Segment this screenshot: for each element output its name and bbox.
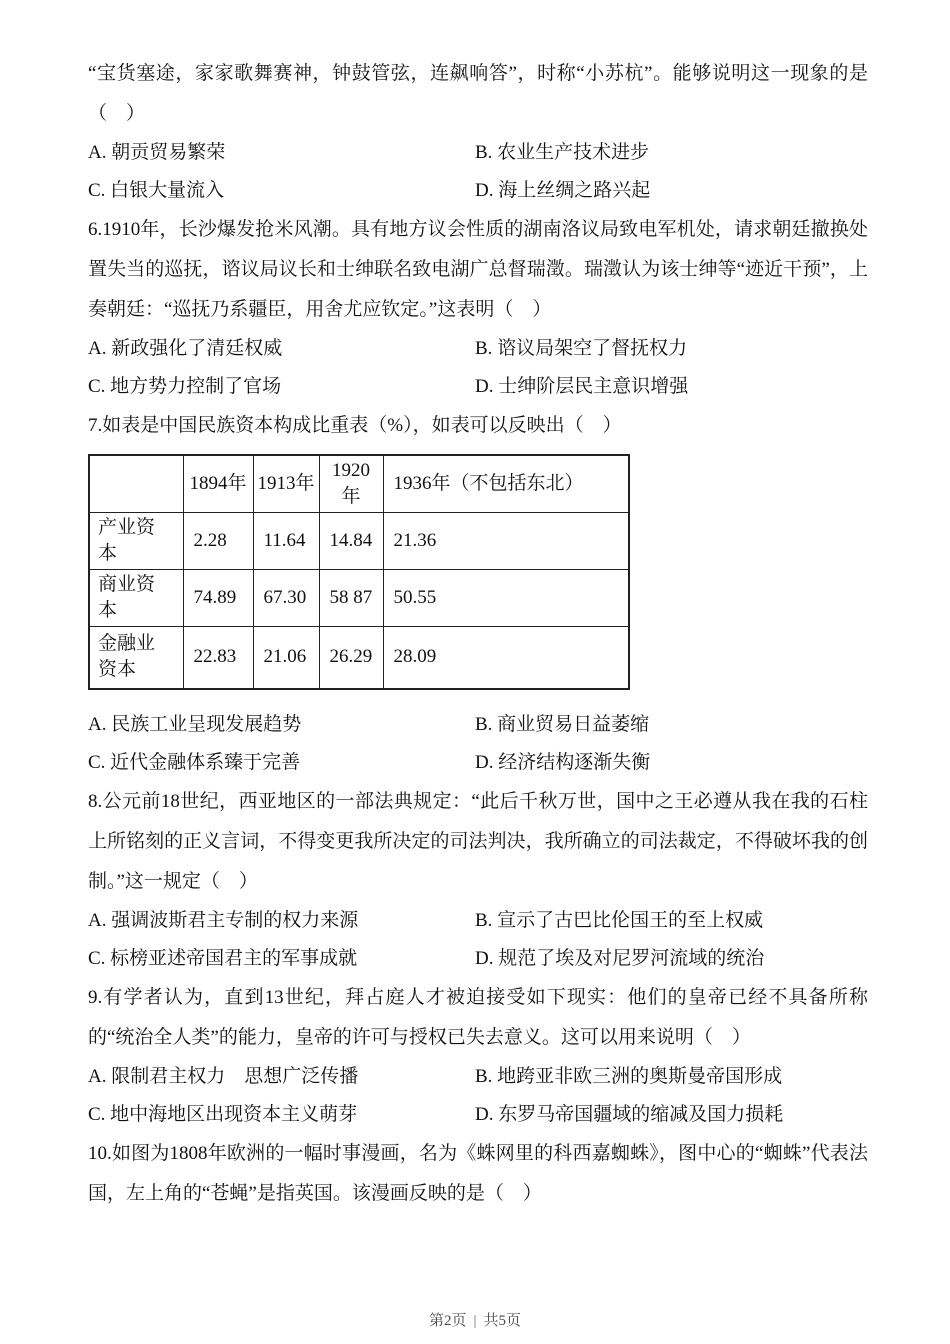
- question-8-option-d: D. 规范了埃及对尼罗河流域的统治: [475, 947, 765, 969]
- question-5-options: [88, 134, 868, 210]
- question-8-options: [88, 902, 868, 978]
- question-7-option-d: D. 经济结构逐渐失衡: [475, 751, 651, 773]
- question-8-stem: 8.公元前18世纪，西亚地区的一部法典规定：“此后千秋万世，国中之王必遵从我在我的石柱上所铭刻的正义言词，不得变更我所决定的司法判决，我所确立的司法裁定，不得破坏我的创制。”这一规定（ ）: [88, 790, 868, 892]
- table-header-1920: 1920年: [319, 455, 383, 513]
- table-header-empty: [89, 455, 183, 513]
- table-cell: 21.06: [253, 627, 319, 689]
- question-6-option-a: A. 新政强化了清廷权威: [88, 338, 283, 359]
- question-5-option-c: C. 白银大量流入: [88, 180, 225, 201]
- total-pages: 共5页: [483, 1313, 522, 1329]
- question-6-stem: 6.1910年，长沙爆发抢米风潮。具有地方议会性质的湖南洛议局致电军机处，请求朝廷撤换处置失当的巡抚，谘议局议长和士绅联名致电湖广总督瑞澂。瑞澂认为该士绅等“迹近干预”，上奏朝廷：“巡抚乃系疆臣，用舍尤应钦定。”这表明（ ）: [88, 219, 868, 320]
- footer-separator: |: [473, 1313, 477, 1329]
- question-7-options: [88, 706, 868, 782]
- question-5-option-a: A. 朝贡贸易繁荣: [88, 142, 226, 163]
- question-7-option-a: A. 民族工业呈现发展趋势: [88, 713, 302, 735]
- table-cell: 67.30: [253, 570, 319, 627]
- table-cell: 2.28: [183, 513, 253, 570]
- question-5-option-d: D. 海上丝绸之路兴起: [475, 180, 651, 201]
- question-6-options: [88, 330, 868, 406]
- table-cell: 11.64: [253, 513, 319, 570]
- page-number: 第2页: [428, 1313, 467, 1329]
- question-8-option-b: B. 宣示了古巴比伦国王的至上权威: [475, 909, 764, 931]
- question-5-stem-continuation: “宝货塞途，家家歌舞赛神，钟鼓管弦，连飙响答”，时称“小苏杭”。能够说明这一现象的是（ ）: [88, 63, 868, 124]
- question-8-option-a: A. 强调波斯君主专制的权力来源: [88, 909, 359, 931]
- row-label: 产业资本: [89, 513, 183, 570]
- question-9-stem: 9.有学者认为，直到13世纪，拜占庭人才被迫接受如下现实：他们的皇帝已经不具备所称的“统治全人类”的能力，皇帝的许可与授权已失去意义。这可以用来说明（ ）: [88, 986, 868, 1048]
- table-row-commercial-capital: [89, 570, 629, 627]
- national-capital-composition-table: [88, 454, 630, 690]
- question-7-option-b: B. 商业贸易日益萎缩: [475, 713, 650, 735]
- table-header-1936: 1936年（不包括东北）: [383, 455, 629, 513]
- question-9-options: [88, 1058, 868, 1134]
- question-6-option-c: C. 地方势力控制了官场: [88, 376, 282, 397]
- table-header-1913: 1913年: [253, 455, 319, 513]
- table-cell: 21.36: [383, 513, 629, 570]
- question-7-option-c: C. 近代金融体系臻于完善: [88, 751, 301, 773]
- row-label: 金融业资本: [89, 627, 183, 689]
- table-header-row: [89, 455, 629, 513]
- table-cell: 58 87: [319, 570, 383, 627]
- table-row-industrial-capital: [89, 513, 629, 570]
- question-7-stem: 7.如表是中国民族资本构成比重表（%），如表可以反映出（ ）: [88, 415, 622, 436]
- question-9-option-b: B. 地跨亚非欧三洲的奥斯曼帝国形成: [475, 1065, 783, 1087]
- table-row-financial-capital: [89, 627, 629, 689]
- question-9-option-d: D. 东罗马帝国疆域的缩减及国力损耗: [475, 1103, 784, 1125]
- table-cell: 26.29: [319, 627, 383, 689]
- table-cell: 22.83: [183, 627, 253, 689]
- table-cell: 50.55: [383, 570, 629, 627]
- question-9-option-a: A. 限制君主权力 思想广泛传播: [88, 1065, 359, 1087]
- question-10-stem: 10.如图为1808年欧洲的一幅时事漫画，名为《蛛网里的科西嘉蜘蛛》，图中心的“蜘蛛”代表法国，左上角的“苍蝇”是指英国。该漫画反映的是（ ）: [88, 1142, 868, 1204]
- question-8-option-c: C. 标榜亚述帝国君主的军事成就: [88, 947, 358, 969]
- question-5-option-b: B. 农业生产技术进步: [475, 142, 650, 163]
- question-6-option-b: B. 谘议局架空了督抚权力: [475, 338, 688, 359]
- table-header-1894: 1894年: [183, 455, 253, 513]
- question-6-option-d: D. 士绅阶层民主意识增强: [475, 376, 689, 397]
- row-label: 商业资本: [89, 570, 183, 627]
- table-cell: 28.09: [383, 627, 629, 689]
- table-cell: 74.89: [183, 570, 253, 627]
- page-footer: [0, 1309, 950, 1330]
- table-cell: 14.84: [319, 513, 383, 570]
- question-9-option-c: C. 地中海地区出现资本主义萌芽: [88, 1103, 358, 1125]
